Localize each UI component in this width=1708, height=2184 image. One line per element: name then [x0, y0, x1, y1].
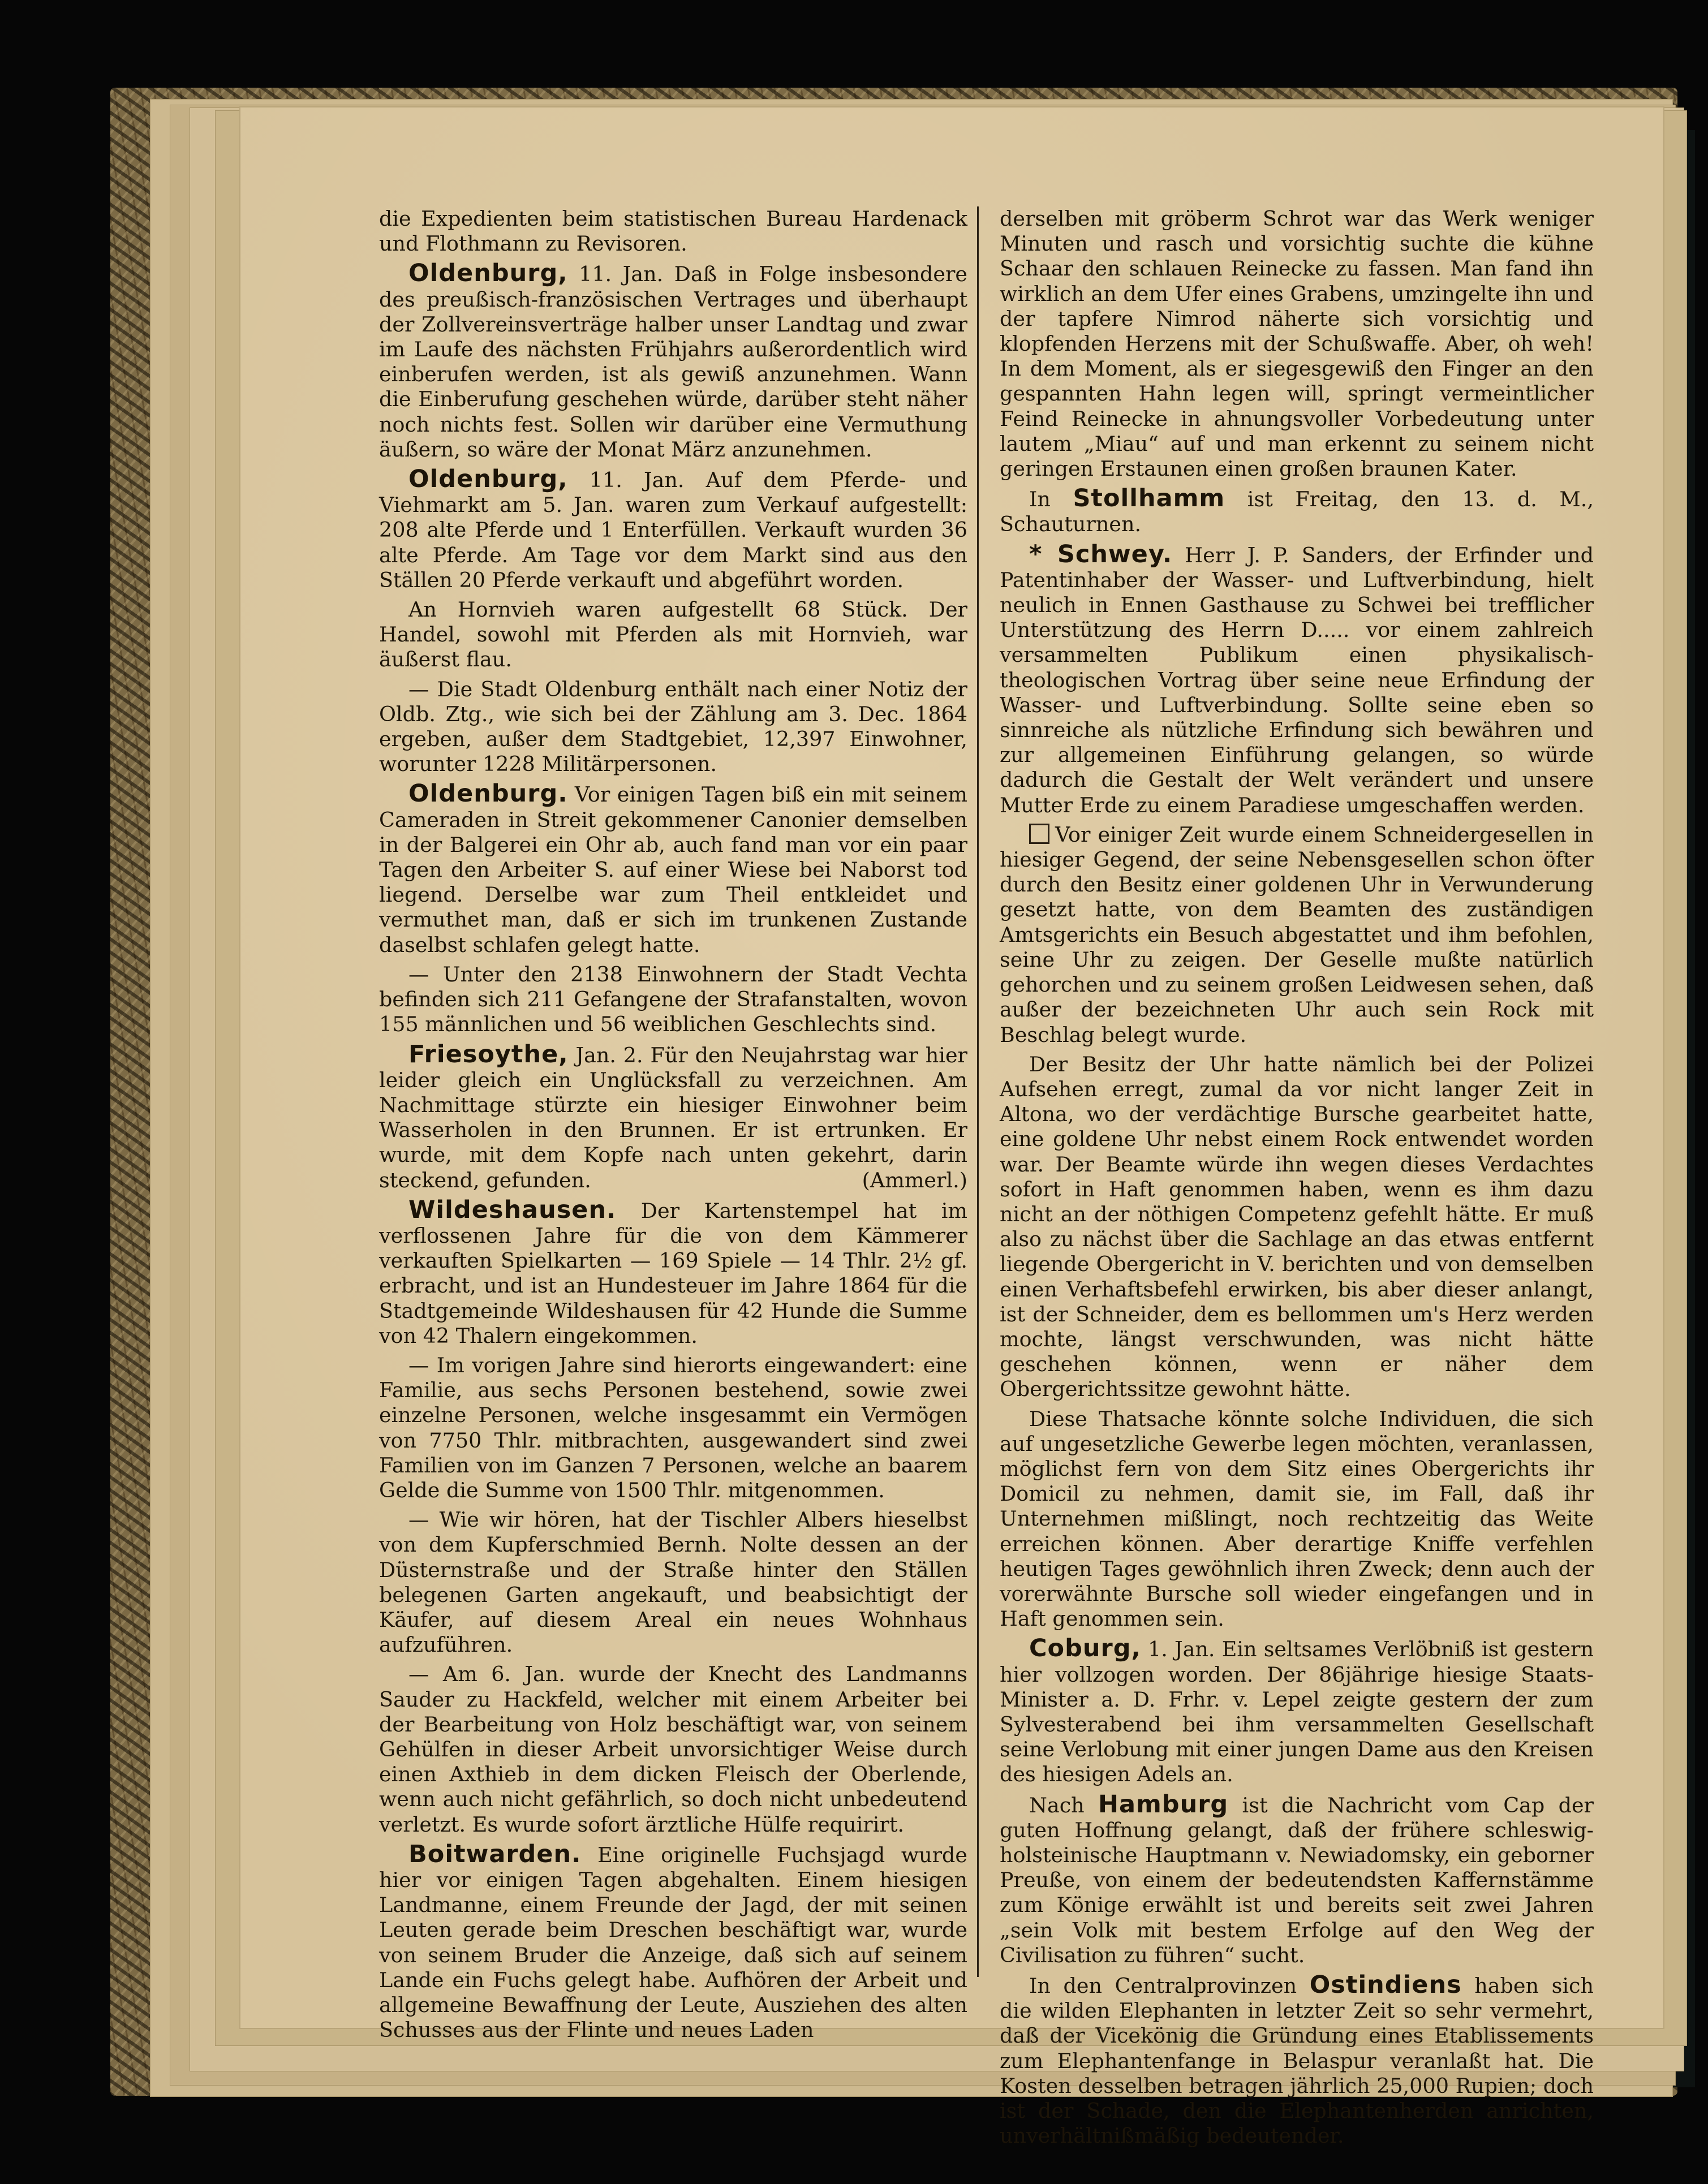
article-text: In den Centralprovinzen [1029, 1974, 1310, 1998]
article-text: Vor einiger Zeit wurde einem Schneidergesellen in hiesiger Gegend, der seine Nebensgesellen schon öfter durch den Besitz einer goldenen Uhr in Verwunderung gesetzt hatte, von dem Beamten des zuständigen Amtsgerichts ein Besuch abgestattet und ihm befohlen, seine Uhr zu zeigen. Der Geselle mußte natürlich gehorchen und zu seinem großen Leidwesen sehen, daß außer der bezeichneten Uhr auch sein Rock mit Beschlag belegt wurde. [1000, 822, 1594, 1047]
article-text: An Hornvieh waren aufgestellt 68 Stück. Der Handel, sowohl mit Pferden als mit Hornvieh, war äußerst flau. [379, 597, 967, 672]
article-heading: * Schwey. [1029, 540, 1173, 568]
article [379, 1842, 967, 2043]
article-heading: Boitwarden. [408, 1840, 582, 1868]
article-text: die Expedienten beim statistischen Bureau Hardenack und Flothmann zu Revisoren. [379, 206, 967, 256]
newspaper-page [240, 107, 1663, 2148]
article-heading: Coburg, [1029, 1634, 1141, 1663]
article-heading: Wildeshausen. [408, 1195, 617, 1224]
article [379, 1197, 967, 1349]
article [1000, 822, 1594, 1048]
box-mark-icon [1029, 824, 1049, 844]
article-text: Der Besitz der Uhr hatte nämlich bei der Polizei Aufsehen erregt, zumal da vor nicht langer Zeit in Altona, wo der verdächtige Bursche gearbeitet hatte, eine goldene Uhr nebst einem Rock entwendet worden war. Der Beamte würde ihn wegen dieses Verdachtes sofort in Haft genommen haben, wenn es ihm dazu nicht an der nöthigen Competenz gefehlt hätte. Er muß also zu nächst über die Sachlage an das etwas entfernt liegende Obergericht in V. berichten und von demselben einen Verhaftsbefehl erwirken, bis aber dieser anlangt, ist der Schneider, dem es bellommen um's Herz werden mochte, längst verschwunden, was nicht hätte geschehen können, wenn er näher dem Obergerichtssitze gewohnt hätte. [1000, 1052, 1594, 1402]
article-text: Der Kartenstempel hat im verflossenen Jahre für die von dem Kämmerer verkauften Spielkarten — 169 Spiele — 14 Thlr. 2½ gf. erbracht, und ist an Hundesteuer im Jahre 1864 für die Stadtgemeinde Wildeshausen für 42 Hunde die Summe von 42 Thalern eingekommen. [379, 1198, 967, 1348]
article-text: — Im vorigen Jahre sind hierorts eingewandert: eine Familie, aus sechs Personen bestehend, sowie zwei einzelne Personen, welche insgesammt ein Vermögen von 7750 Thlr. mitbrachten, ausgewandert sind zwei Familien von im Ganzen 7 Personen, welche an baarem Gelde die Summe von 1500 Thlr. mitgenommen. [379, 1352, 967, 1502]
article-text: ist die Nachricht vom Cap der guten Hoffnung gelangt, daß der frühere schleswig-holsteinische Hauptmann v. Newiadomsky, ein geborner Preuße, von einem der bedeutendsten Kaffernstämme zum Könige erwählt ist und bereits seit zwei Jahren „sein Volk mit bestem Erfolge auf den Weg der Civilisation zu führen“ sucht. [1000, 1793, 1594, 1967]
article [379, 781, 967, 957]
article [379, 261, 967, 462]
article-text: — Wie wir hören, hat der Tischler Albers hieselbst von dem Kupferschmied Bernh. Nolte dessen an der Düsternstraße und der Straße hinter den Ställen belegenen Garten angekauft, und beabsichtigt der Käufer, auf diesem Areal ein neues Wohnhaus aufzuführen. [379, 1507, 967, 1657]
article [1000, 486, 1594, 537]
article-text: — Die Stadt Oldenburg enthält nach einer Notiz der Oldb. Ztg., wie sich bei der Zählung am 3. Dec. 1864 ergeben, außer dem Stadtgebiet, 12,397 Einwohner, worunter 1228 Militärpersonen. [379, 677, 967, 777]
article-heading: Stollhamm [1073, 484, 1225, 513]
article [1000, 1972, 1594, 2148]
article-text: derselben mit gröberm Schrot war das Werk weniger Minuten und rasch und vorsichtig suchte die kühne Schaar den schlauen Reinecke zu fassen. Man fand ihn wirklich an dem Ufer eines Grabens, umzingelte ihn und der tapfere Nimrod näherte sich vorsichtig und klopfenden Herzens mit der Schußwaffe. Aber, oh weh! In dem Moment, als er siegesgewiß den Finger an den gespannten Hahn legen will, springt vermeintlicher Feind Reinecke in ahnungsvoller Vorbedeutung unter lautem „Miau“ auf und man erkennt zu seinem nicht geringen Erstaunen einen großen braunen Kater. [1000, 206, 1594, 481]
article-text: Diese Thatsache könnte solche Individuen, die sich auf ungesetzliche Gewerbe legen möchten, veranlassen, möglichst fern von dem Sitz eines Obergerichts ihr Domicil zu nehmen, damit sie, im Fall, daß ihr Unternehmen mißlingt, noch rechtzeitig das Weite erreichen können. Aber derartige Kniffe verfehlen heutigen Tages gewöhnlich ihren Zweck; denn auch der vorerwähnte Bursche soll wieder eingefangen und in Haft genommen sein. [1000, 1406, 1594, 1631]
article-text: 1. Jan. Ein seltsames Verlöbniß ist gestern hier vollzogen worden. Der 86jährige hiesige Staats-Minister a. D. Frhr. v. Lepel zeigte gestern der zum Sylvesterabend bei ihm versammelten Gesellschaft seine Verlobung mit einer jungen Dame aus den Kreisen des hiesigen Adels an. [1000, 1637, 1594, 1787]
source-note: (Ammerl.) [862, 1168, 967, 1192]
article-text: Herr J. P. Sanders, der Erfinder und Patentinhaber der Wasser- und Luftverbindung, hielt neulich in Ennen Gasthause zu Schwei bei trefflicher Unterstützung des Herrn D..... vor einem zahlreich versammelten Publikum einen physikalisch-theologischen Vortrag über seine neue Erfindung der Wasser- und Luftverbindung. Sollte seine eben so sinnreiche als nützliche Erfindung sich bewähren und zur allgemeinen Einführung gelangen, so würde dadurch die Gestalt der Welt verändert und unsere Mutter Erde zu einem Paradiese umgeschaffen werden. [1000, 542, 1594, 817]
article [379, 467, 967, 593]
article-text: 11. Jan. Daß in Folge insbesondere des preußisch-französischen Vertrages und überhaupt der Zollvereinsverträge halber unser Landtag und zwar im Laufe des nächsten Frühjahrs außerordentlich wird einberufen werden, ist als gewiß anzunehmen. Wann die Einberufung geschehen würde, darüber steht näher noch nichts fest. Sollen wir darüber eine Vermuthung äußern, so wäre der Monat März anzunehmen. [379, 262, 967, 462]
article [1000, 1792, 1594, 1968]
article [1000, 542, 1594, 818]
article-heading: Friesoythe, [408, 1040, 569, 1069]
article-text: Vor einigen Tagen biß ein mit seinem Cameraden in Streit gekommener Canonier demselben in der Balgerei ein Ohr ab, auch fand man vor ein paar Tagen den Arbeiter S. auf einer Wiese bei Naborst tod liegend. Derselbe war zum Theil entkleidet und vermuthet man, daß er sich im trunkenen Zustande daselbst schlafen gelegt hatte. [379, 782, 967, 957]
article-heading: Oldenburg, [408, 259, 568, 288]
left-column [379, 206, 967, 2047]
article [1000, 1636, 1594, 1787]
article-text: ist Freitag, den 13. d. M., Schauturnen. [1000, 487, 1594, 537]
article-text: — Am 6. Jan. wurde der Knecht des Landmanns Sauder zu Hackfeld, welcher mit einem Arbeiter bei der Bearbeitung von Holz beschäftigt war, von seinem Gehülfen in dieser Arbeit unvorsichtiger Weise durch einen Axthieb in dem dicken Fleisch der Oberlende, wenn auch nicht gefährlich, so doch nicht unbedeutend verletzt. Es wurde sofort ärztliche Hülfe requirirt. [379, 1662, 967, 1837]
article-heading: Oldenburg, [408, 465, 568, 494]
article-heading: Hamburg [1098, 1790, 1229, 1819]
article-text: 11. Jan. Auf dem Pferde- und Viehmarkt am 5. Jan. waren zum Verkauf aufgestellt: 208 alte Pferde und 1 Enterfüllen. Verkauft wurden 36 alte Pferde. Am Tage vor dem Markt sind aus den Ställen 20 Pferde verkauft und abgeführt worden. [379, 468, 967, 592]
article-text: In [1029, 487, 1073, 512]
right-column [1000, 206, 1594, 2153]
article-heading: Ostindiens [1309, 1971, 1462, 2000]
article-heading: Oldenburg. [408, 779, 568, 808]
article [379, 1042, 967, 1193]
article-text: Eine originelle Fuchsjagd wurde hier vor einigen Tagen abgehalten. Einem hiesigen Landmanne, einem Freunde der Jagd, der mit seinen Leuten gerade beim Dreschen beschäftigt war, wurde von seinem Bruder die Anzeige, daß sich auf seinem Lande ein Fuchs gelegt habe. Aufhören der Arbeit und allgemeine Bewaffnung der Leute, Ausziehen des alten Schusses aus der Flinte und neues Laden [379, 1842, 967, 2043]
article-text: haben sich die wilden Elephanten in letzter Zeit so sehr vermehrt, daß der Vicekönig die Gründung eines Etablissements zum Elephantenfange in Belaspur veranlaßt hat. Die Kosten desselben betragen jährlich 25,000 Rupien; doch ist der Schade, den die Elephantenherden anrichten, unverhältnißmäßig bedeutender. [1000, 1974, 1594, 2148]
article-text: Jan. 2. Für den Neujahrstag war hier leider gleich ein Unglücksfall zu verzeichnen. Am Nachmittage stürzte ein hiesiger Einwohner beim Wasserholen in den Brunnen. Er ist ertrunken. Er wurde, mit dem Kopfe nach unten gekehrt, darin steckend, gefunden. [379, 1043, 967, 1192]
article-text: — Unter den 2138 Einwohnern der Stadt Vechta befinden sich 211 Gefangene der Strafanstalten, wovon 155 männlichen und 56 weiblichen Geschlechts sind. [379, 962, 967, 1037]
article-text: Nach [1029, 1793, 1098, 1817]
column-divider [977, 206, 979, 1977]
